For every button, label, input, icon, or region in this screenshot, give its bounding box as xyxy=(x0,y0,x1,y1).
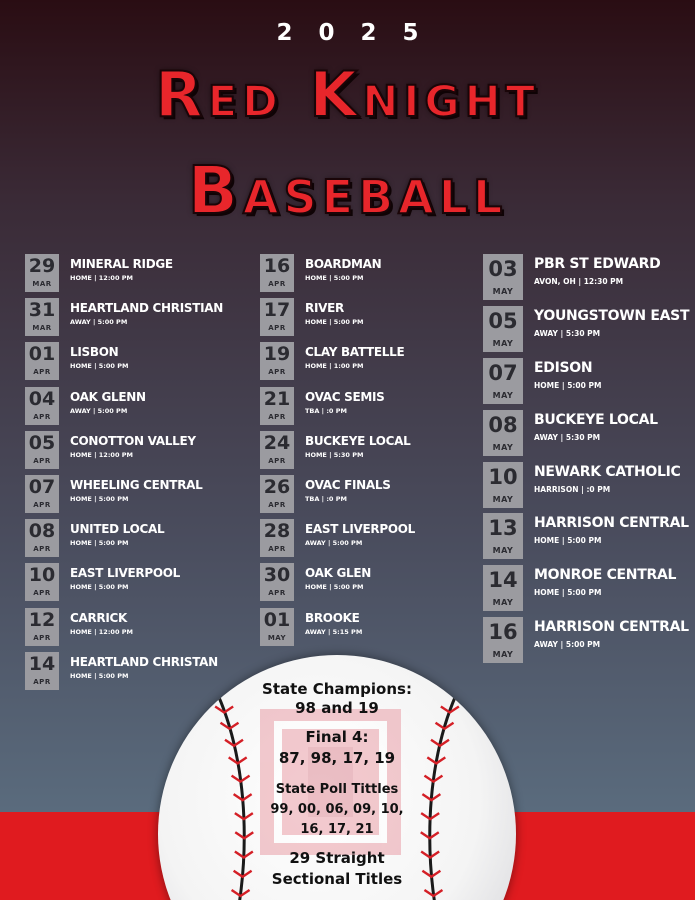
game-day: 07 xyxy=(488,360,518,385)
game-day: 28 xyxy=(263,520,291,543)
game-month: MAR xyxy=(32,280,52,288)
game-detail: HOME | 12:00 PM xyxy=(70,450,133,459)
game-day: 12 xyxy=(28,608,56,631)
game-day: 17 xyxy=(263,299,291,322)
game-month: APR xyxy=(268,324,286,333)
game-info xyxy=(534,306,689,338)
game-month: APR xyxy=(268,545,286,554)
game-info xyxy=(305,254,381,283)
game-month: APR xyxy=(33,456,51,465)
game-info xyxy=(305,298,363,327)
date-box xyxy=(25,254,59,292)
game-row xyxy=(25,342,223,386)
title-baseball: Baseball xyxy=(187,152,508,229)
game-month: APR xyxy=(33,368,51,377)
game-day: 30 xyxy=(263,564,291,587)
game-info xyxy=(305,387,385,416)
game-month: MAY xyxy=(492,494,514,504)
game-day: 19 xyxy=(263,343,291,366)
game-row xyxy=(483,306,689,358)
game-day: 01 xyxy=(28,343,56,366)
game-detail: AWAY | 5:15 PM xyxy=(305,627,363,636)
date-box xyxy=(483,462,523,508)
state-poll-years-1: 99, 00, 06, 09, 10, xyxy=(270,802,404,817)
opponent-name: MONROE CENTRAL xyxy=(534,567,677,584)
opponent-name: EDISON xyxy=(534,359,593,376)
opponent-name: HEARTLAND CHRISTAN xyxy=(70,654,218,669)
game-row xyxy=(260,563,415,607)
date-box xyxy=(483,410,523,456)
game-detail: HOME | 12:00 PM xyxy=(70,274,133,282)
schedule-column-1 xyxy=(25,254,223,696)
game-info xyxy=(305,475,391,504)
opponent-name: EAST LIVERPOOL xyxy=(305,522,415,537)
schedule-column-2 xyxy=(260,254,415,652)
date-box xyxy=(260,254,294,292)
game-info xyxy=(305,431,411,460)
game-row xyxy=(260,298,415,342)
game-info xyxy=(534,617,689,649)
game-day: 07 xyxy=(28,475,56,498)
game-info xyxy=(305,608,362,637)
game-row xyxy=(483,410,689,462)
date-box xyxy=(260,431,294,469)
game-day: 16 xyxy=(263,255,291,277)
sectional-line-1: 29 Straight xyxy=(289,849,385,867)
game-detail: HOME | 5:00 PM xyxy=(534,380,602,390)
game-detail: HOME | 5:00 PM xyxy=(70,494,129,503)
opponent-name: YOUNGSTOWN EAST xyxy=(534,307,690,324)
opponent-name: OAK GLENN xyxy=(70,389,146,404)
game-month: APR xyxy=(33,677,51,686)
game-month: APR xyxy=(268,500,286,509)
game-day: 01 xyxy=(263,608,291,631)
game-row xyxy=(260,431,415,475)
date-box xyxy=(25,608,59,646)
date-box xyxy=(25,519,59,557)
game-day: 16 xyxy=(488,620,518,645)
date-box xyxy=(25,298,59,336)
game-day: 05 xyxy=(28,431,56,454)
opponent-name: UNITED LOCAL xyxy=(70,522,165,537)
opponent-name: CLAY BATTELLE xyxy=(305,345,405,360)
game-detail: HOME | 5:00 PM xyxy=(534,588,602,598)
game-info xyxy=(305,519,415,548)
date-box xyxy=(483,254,523,300)
game-day: 14 xyxy=(488,568,518,593)
game-detail: HOME | 5:00 PM xyxy=(305,583,364,592)
final4-years: 87, 98, 17, 19 xyxy=(278,749,396,767)
game-day: 31 xyxy=(28,299,56,322)
game-day: 08 xyxy=(488,412,518,437)
game-month: APR xyxy=(33,545,51,554)
date-box xyxy=(25,431,59,469)
game-detail: TBA | :0 PM xyxy=(305,494,347,503)
game-month: APR xyxy=(268,589,286,598)
date-box xyxy=(260,387,294,425)
game-day: 03 xyxy=(488,257,518,281)
opponent-name: PBR ST EDWARD xyxy=(534,256,661,272)
game-detail: HARRISON | :0 PM xyxy=(534,484,611,494)
game-detail: HOME | 1:00 PM xyxy=(305,362,364,371)
game-day: 05 xyxy=(488,308,518,333)
game-detail: AVON, OH | 12:30 PM xyxy=(534,277,624,286)
date-box xyxy=(260,298,294,336)
opponent-name: CONOTTON VALLEY xyxy=(70,433,196,448)
state-champions-label: State Champions: xyxy=(262,680,412,698)
final4-label: Final 4: xyxy=(305,728,369,746)
game-row xyxy=(260,387,415,431)
game-month: APR xyxy=(268,456,286,465)
game-info xyxy=(534,358,601,390)
game-detail: HOME | 5:00 PM xyxy=(70,583,129,592)
game-day: 26 xyxy=(263,475,291,498)
opponent-name: BUCKEYE LOCAL xyxy=(534,411,658,428)
game-row xyxy=(25,475,223,519)
date-box xyxy=(260,519,294,557)
game-month: APR xyxy=(33,500,51,509)
game-detail: HOME | 5:00 PM xyxy=(70,671,129,680)
game-info xyxy=(70,608,133,637)
game-day: 10 xyxy=(488,464,518,489)
date-box xyxy=(25,652,59,690)
date-box xyxy=(25,387,59,425)
game-detail: HOME | 5:00 PM xyxy=(70,539,129,548)
game-info xyxy=(70,342,128,371)
game-month: MAY xyxy=(492,287,514,296)
opponent-name: MINERAL RIDGE xyxy=(70,257,173,271)
game-row xyxy=(483,462,689,514)
game-info xyxy=(534,513,689,545)
game-month: MAY xyxy=(267,633,287,642)
game-month: APR xyxy=(268,368,286,377)
state-poll-label: State Poll Tittles xyxy=(275,782,399,797)
game-detail: AWAY | 5:00 PM xyxy=(70,406,128,415)
game-month: MAY xyxy=(492,546,514,556)
game-row xyxy=(483,565,689,617)
date-box xyxy=(25,342,59,380)
date-box xyxy=(260,342,294,380)
game-detail: AWAY | 5:30 PM xyxy=(534,432,601,442)
opponent-name: OAK GLEN xyxy=(305,566,371,581)
game-info xyxy=(70,519,164,548)
game-row xyxy=(25,563,223,607)
game-row xyxy=(25,431,223,475)
date-box xyxy=(25,563,59,601)
game-info xyxy=(70,387,146,416)
game-detail: AWAY | 5:00 PM xyxy=(305,539,363,548)
game-row xyxy=(25,298,223,342)
state-champions-years: 98 and 19 xyxy=(295,699,379,717)
schedule-column-3 xyxy=(483,254,689,669)
game-detail: HOME | 12:00 PM xyxy=(70,627,133,636)
season-year: 2025 xyxy=(276,20,445,46)
game-month: APR xyxy=(268,280,286,288)
game-row xyxy=(483,358,689,410)
date-box xyxy=(25,475,59,513)
game-day: 14 xyxy=(28,652,56,675)
game-row xyxy=(25,387,223,431)
opponent-name: HEARTLAND CHRISTIAN xyxy=(70,301,224,316)
opponent-name: BOARDMAN xyxy=(305,257,382,271)
game-info xyxy=(534,462,681,494)
game-info xyxy=(70,563,180,592)
opponent-name: WHEELING CENTRAL xyxy=(70,477,203,492)
game-month: APR xyxy=(33,412,51,421)
game-info xyxy=(534,410,658,442)
sectional-line-2: Sectional Titles xyxy=(271,870,403,888)
game-row xyxy=(483,254,689,306)
opponent-name: EAST LIVERPOOL xyxy=(70,566,180,581)
game-row xyxy=(260,475,415,519)
title-red-knight: Red Knight xyxy=(154,58,541,131)
game-info xyxy=(70,431,196,460)
opponent-name: OVAC SEMIS xyxy=(305,389,385,404)
opponent-name: BUCKEYE LOCAL xyxy=(305,433,411,448)
game-day: 10 xyxy=(28,564,56,587)
game-day: 08 xyxy=(28,520,56,543)
date-box xyxy=(483,513,523,559)
game-detail: HOME | 5:30 PM xyxy=(305,450,364,459)
game-month: MAY xyxy=(492,390,514,400)
date-box xyxy=(260,563,294,601)
game-row xyxy=(25,519,223,563)
game-day: 04 xyxy=(28,387,56,410)
game-day: 21 xyxy=(263,387,291,410)
game-row xyxy=(25,254,223,298)
game-detail: HOME | 5:00 PM xyxy=(305,318,364,327)
game-row xyxy=(260,608,415,652)
game-month: MAY xyxy=(492,338,514,348)
opponent-name: LISBON xyxy=(70,345,119,360)
game-detail: HOME | 5:00 PM xyxy=(70,362,129,371)
game-row xyxy=(260,254,415,298)
game-day: 13 xyxy=(488,516,518,541)
opponent-name: CARRICK xyxy=(70,610,128,625)
game-row xyxy=(483,513,689,565)
game-day: 29 xyxy=(28,255,56,277)
game-detail: AWAY | 5:00 PM xyxy=(70,318,128,327)
date-box xyxy=(260,475,294,513)
game-row xyxy=(260,342,415,386)
opponent-name: HARRISON CENTRAL xyxy=(534,619,689,636)
date-box xyxy=(483,358,523,404)
game-info xyxy=(305,342,404,371)
game-detail: HOME | 5:00 PM xyxy=(534,536,602,546)
opponent-name: HARRISON CENTRAL xyxy=(534,515,689,532)
game-info xyxy=(534,254,660,286)
game-month: MAY xyxy=(492,650,514,660)
game-row xyxy=(25,608,223,652)
date-box xyxy=(483,565,523,611)
game-detail: AWAY | 5:30 PM xyxy=(534,328,601,338)
game-month: APR xyxy=(268,412,286,421)
opponent-name: RIVER xyxy=(305,301,344,316)
game-detail: TBA | :0 PM xyxy=(305,406,347,415)
game-info xyxy=(305,563,371,592)
opponent-name: NEWARK CATHOLIC xyxy=(534,463,681,480)
date-box xyxy=(260,608,294,646)
game-info xyxy=(70,298,223,327)
game-info xyxy=(70,254,173,283)
game-detail: HOME | 5:00 PM xyxy=(305,274,364,282)
date-box xyxy=(483,306,523,352)
opponent-name: OVAC FINALS xyxy=(305,477,391,492)
game-info xyxy=(534,565,676,597)
game-month: MAY xyxy=(492,598,514,608)
state-poll-years-2: 16, 17, 21 xyxy=(300,822,374,837)
game-month: MAY xyxy=(492,442,514,452)
game-row xyxy=(260,519,415,563)
game-info xyxy=(70,475,202,504)
game-day: 24 xyxy=(263,431,291,454)
game-detail: AWAY | 5:00 PM xyxy=(534,640,601,650)
game-month: APR xyxy=(33,589,51,598)
game-month: APR xyxy=(33,633,51,642)
baseball-graphic xyxy=(158,655,516,900)
opponent-name: BROOKE xyxy=(305,610,360,625)
game-month: MAR xyxy=(32,324,52,333)
